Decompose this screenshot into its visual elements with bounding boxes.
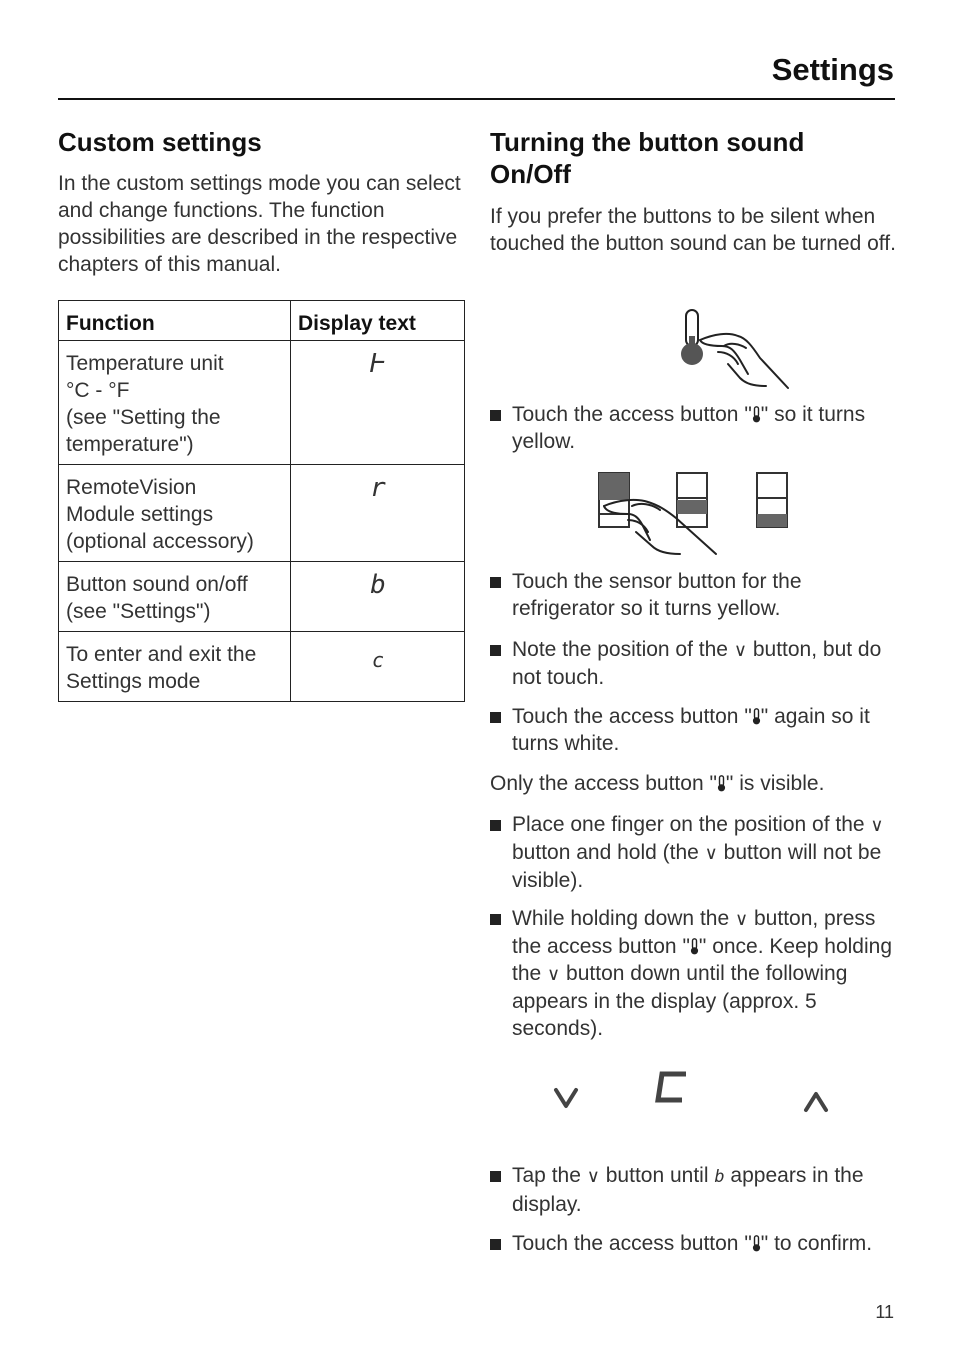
display-text-cell bbox=[291, 341, 465, 465]
function-line: temperature") bbox=[66, 433, 194, 456]
custom-settings-intro: In the custom settings mode you can select and change functions. The function possibilities are described in the respective chapters of this manual. bbox=[58, 172, 461, 276]
note-text: " is visible. bbox=[725, 772, 825, 795]
step-text: button, press the access button " bbox=[512, 907, 876, 958]
step-tap-until-b bbox=[490, 1162, 900, 1218]
step-text: Touch the access button " bbox=[512, 403, 752, 426]
bullet-square bbox=[490, 645, 501, 656]
step-text: Place one finger on the position of the bbox=[512, 813, 871, 836]
chevron-down-icon: ∨ bbox=[734, 909, 749, 930]
step-text: appears in the display. bbox=[512, 1164, 864, 1216]
function-line: Temperature unit bbox=[66, 352, 224, 375]
page-title: Settings bbox=[771, 52, 894, 87]
display-symbol: b bbox=[370, 570, 386, 600]
bullet-square bbox=[490, 712, 501, 723]
function-cell bbox=[59, 465, 291, 562]
chevron-up-icon bbox=[806, 1094, 826, 1110]
display-text-cell bbox=[291, 562, 465, 632]
freezer-sensor-bar bbox=[677, 473, 707, 527]
step-place-finger bbox=[490, 811, 900, 894]
step-text: button until bbox=[599, 1164, 715, 1187]
bullet-square bbox=[490, 577, 501, 588]
function-cell bbox=[59, 562, 291, 632]
function-line: (see "Settings") bbox=[66, 600, 211, 623]
custom-settings-heading: Custom settings bbox=[58, 127, 262, 157]
access-button-touch-illustration bbox=[670, 306, 795, 392]
step-text: button, but do not touch. bbox=[512, 638, 882, 689]
thermometer-icon bbox=[717, 775, 726, 792]
button-sound-section bbox=[490, 126, 900, 257]
sensor-button-touch-illustration bbox=[596, 470, 792, 558]
settings-table bbox=[58, 300, 465, 702]
step-text: button will not be visible). bbox=[512, 841, 882, 892]
step-note-down-button bbox=[490, 636, 900, 691]
step-text: " again so it turns white. bbox=[512, 705, 870, 755]
display-symbol: Ⱶ bbox=[370, 349, 386, 379]
chevron-down-icon: ∨ bbox=[733, 640, 747, 661]
function-line: (optional accessory) bbox=[66, 530, 254, 553]
table-row bbox=[59, 465, 465, 562]
thermometer-icon bbox=[752, 708, 761, 725]
button-sound-symbol: b bbox=[714, 1167, 725, 1187]
hand-touch-icon bbox=[700, 334, 788, 388]
button-sound-intro: If you prefer the buttons to be silent when touched the button sound can be turned off. bbox=[490, 205, 896, 255]
bullet-square bbox=[490, 914, 501, 925]
chevron-down-icon bbox=[556, 1090, 576, 1106]
custom-settings-section bbox=[58, 126, 466, 702]
thermometer-icon bbox=[752, 406, 761, 423]
chevron-down-icon: ∨ bbox=[704, 843, 718, 864]
bullet-square bbox=[490, 410, 501, 421]
step-text: Touch the sensor button for the refrigerator so it turns yellow. bbox=[512, 570, 802, 620]
button-sound-heading bbox=[490, 126, 900, 190]
chevron-down-icon: ∨ bbox=[547, 964, 561, 985]
step-text: button and hold (the bbox=[512, 841, 705, 864]
control-display-illustration bbox=[550, 1068, 840, 1118]
function-line: (see "Setting the bbox=[66, 406, 221, 429]
step-text: Touch the access button " bbox=[512, 705, 752, 728]
display-text-cell bbox=[291, 465, 465, 562]
step-hold-and-press bbox=[490, 905, 900, 1042]
header-divider bbox=[58, 98, 895, 100]
function-line: To enter and exit the bbox=[66, 643, 257, 666]
display-text-cell bbox=[291, 632, 465, 702]
chevron-down-icon: ∨ bbox=[586, 1166, 600, 1187]
display-symbol: c bbox=[371, 648, 385, 672]
step-text: Touch the access button " bbox=[512, 1232, 752, 1255]
step-text: " so it turns yellow. bbox=[512, 403, 866, 453]
function-cell bbox=[59, 632, 291, 702]
step-text: While holding down the bbox=[512, 907, 735, 930]
step-text: Note the position of the bbox=[512, 638, 734, 661]
table-row bbox=[59, 341, 465, 465]
display-symbol: r bbox=[370, 473, 386, 503]
table-row bbox=[59, 632, 465, 702]
access-button-visible-note bbox=[490, 770, 900, 797]
bullet-square bbox=[490, 1239, 501, 1250]
chevron-down-icon: ∨ bbox=[870, 815, 884, 836]
note-text: Only the access button " bbox=[490, 772, 717, 795]
step-touch-access-button bbox=[490, 401, 900, 455]
step-text: " to confirm. bbox=[760, 1232, 873, 1255]
step-touch-access-again bbox=[490, 703, 900, 757]
function-line: °C - °F bbox=[66, 379, 130, 402]
step-text: " once. Keep holding the bbox=[512, 935, 893, 985]
column-header-display-text: Display text bbox=[291, 301, 465, 341]
function-line: RemoteVision bbox=[66, 476, 197, 499]
settings-mode-symbol bbox=[658, 1074, 686, 1100]
heading-line: Turning the button sound bbox=[490, 127, 805, 157]
bullet-square bbox=[490, 1171, 501, 1182]
step-confirm bbox=[490, 1230, 900, 1257]
display-sensor-bar bbox=[757, 473, 787, 527]
thermometer-icon bbox=[752, 1235, 761, 1252]
bullet-square bbox=[490, 820, 501, 831]
step-text: button down until the following appears in the display (approx. 5 seconds). bbox=[512, 962, 848, 1040]
thermometer-icon bbox=[690, 938, 699, 955]
heading-line: On/Off bbox=[490, 159, 571, 189]
table-header-row bbox=[59, 301, 465, 341]
step-touch-sensor-button bbox=[490, 568, 900, 622]
column-header-function: Function bbox=[59, 301, 291, 341]
function-line: Module settings bbox=[66, 503, 214, 526]
function-line: Settings mode bbox=[66, 670, 201, 693]
function-cell bbox=[59, 341, 291, 465]
page-number: 11 bbox=[875, 1302, 894, 1322]
table-row bbox=[59, 562, 465, 632]
step-text: Tap the bbox=[512, 1164, 587, 1187]
function-line: Button sound on/off bbox=[66, 573, 248, 596]
thermometer-icon bbox=[681, 310, 703, 365]
